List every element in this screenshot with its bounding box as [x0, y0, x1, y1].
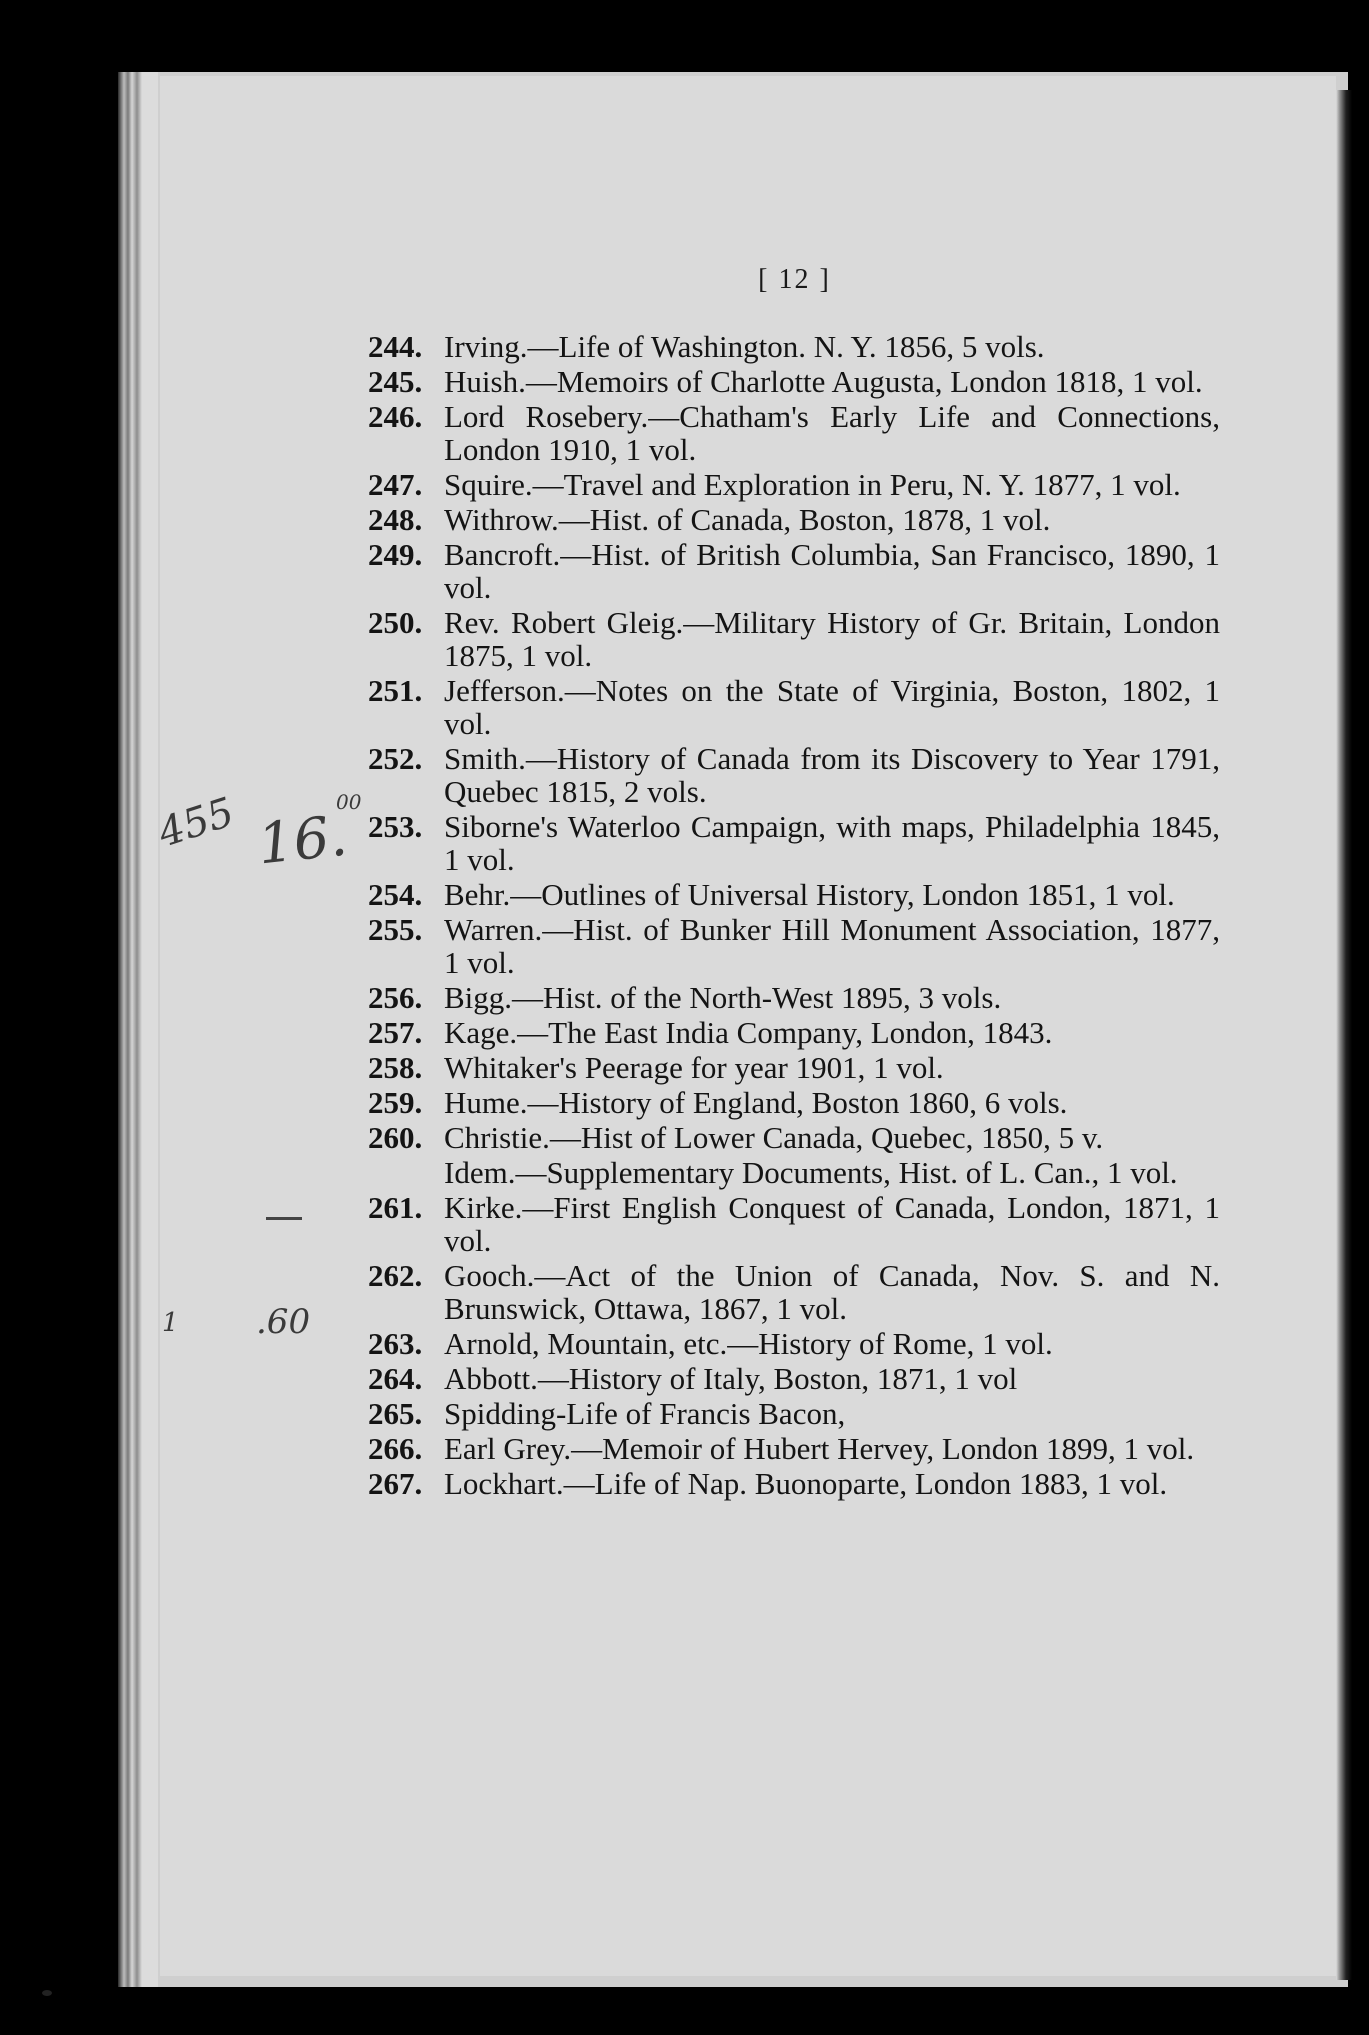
catalogue-entry	[370, 981, 1220, 1014]
entry-number: 262.	[368, 1258, 423, 1293]
catalogue-entry	[370, 810, 1220, 876]
entry-number: 248.	[368, 502, 423, 537]
entry-number: 264.	[368, 1361, 423, 1396]
entry-number: 260.	[368, 1120, 423, 1155]
entry-text: Huish.—Memoirs of Charlotte Augusta, London 1818, 1 vol.	[444, 364, 1203, 399]
entry-text: Bancroft.—Hist. of British Columbia, San Francisco, 1890, 1 vol.	[444, 537, 1220, 605]
entry-number: 249.	[368, 537, 423, 572]
entry-number: 245.	[368, 364, 423, 399]
catalogue-entry	[370, 1467, 1220, 1500]
catalogue-entry	[370, 1016, 1220, 1049]
catalogue-entry	[370, 742, 1220, 808]
entry-number: 258.	[368, 1050, 423, 1085]
catalogue-entry	[370, 1191, 1220, 1257]
catalogue-entry	[370, 330, 1220, 363]
margin-note-price: 00	[336, 790, 362, 814]
entry-text: Kirke.—First English Conquest of Canada, London, 1871, 1 vol.	[444, 1190, 1220, 1258]
entry-number: 267.	[368, 1466, 423, 1501]
margin-note-price: 455	[152, 789, 240, 857]
entry-text: Irving.—Life of Washington. N. Y. 1856, 5 vols.	[444, 329, 1045, 364]
catalogue-entry	[370, 1362, 1220, 1395]
entry-number: 254.	[368, 877, 423, 912]
catalogue-entry	[370, 1327, 1220, 1360]
catalogue-entry	[370, 606, 1220, 672]
entry-text: Jefferson.—Notes on the State of Virginia, Boston, 1802, 1 vol.	[444, 673, 1220, 741]
margin-note-price: 1	[162, 1308, 179, 1338]
catalogue-entry	[370, 1432, 1220, 1465]
entry-number: 253.	[368, 809, 423, 844]
catalogue-entry	[370, 1156, 1220, 1189]
catalogue-entry	[370, 1051, 1220, 1084]
entry-number: 261.	[368, 1190, 423, 1225]
entry-text: Spidding-Life of Francis Bacon,	[444, 1396, 846, 1431]
entry-number: 251.	[368, 673, 423, 708]
entry-text: Abbott.—History of Italy, Boston, 1871, 1 vol	[444, 1361, 1018, 1396]
entry-text: Christie.—Hist of Lower Canada, Quebec, 1850, 5 v.	[444, 1120, 1104, 1155]
entry-number: 265.	[368, 1396, 423, 1431]
page-edge-left	[118, 72, 158, 1987]
entry-text: Hume.—History of England, Boston 1860, 6 vols.	[444, 1085, 1068, 1120]
entry-text: Earl Grey.—Memoir of Hubert Hervey, London 1899, 1 vol.	[444, 1431, 1195, 1466]
entry-text: Idem.—Supplementary Documents, Hist. of L. Can., 1 vol.	[444, 1155, 1178, 1190]
catalogue-entry	[370, 468, 1220, 501]
entry-text: Bigg.—Hist. of the North-West 1895, 3 vols.	[444, 980, 1002, 1015]
entry-text: Warren.—Hist. of Bunker Hill Monument Association, 1877, 1 vol.	[444, 912, 1220, 980]
entry-text: Withrow.—Hist. of Canada, Boston, 1878, 1 vol.	[444, 502, 1051, 537]
entry-number: 255.	[368, 912, 423, 947]
catalogue-entry	[370, 365, 1220, 398]
entry-text: Kage.—The East India Company, London, 1843.	[444, 1015, 1053, 1050]
entry-text: Squire.—Travel and Exploration in Peru, N. Y. 1877, 1 vol.	[444, 467, 1181, 502]
entry-text: Arnold, Mountain, etc.—History of Rome, 1 vol.	[444, 1326, 1053, 1361]
entry-text: Lord Rosebery.—Chatham's Early Life and Connections, London 1910, 1 vol.	[444, 399, 1220, 467]
entry-number: 266.	[368, 1431, 423, 1466]
catalogue-entry	[370, 878, 1220, 911]
catalogue-entry	[370, 503, 1220, 536]
entry-number: 246.	[368, 399, 423, 434]
entry-text: Siborne's Waterloo Campaign, with maps, Philadelphia 1845, 1 vol.	[444, 809, 1220, 877]
entry-number: 250.	[368, 605, 423, 640]
entry-number: 259.	[368, 1085, 423, 1120]
catalogue-entry	[370, 1397, 1220, 1430]
margin-note-price: 16.	[254, 803, 351, 878]
entry-number: 256.	[368, 980, 423, 1015]
catalogue-entry	[370, 400, 1220, 466]
entry-text: Behr.—Outlines of Universal History, London 1851, 1 vol.	[444, 877, 1175, 912]
entry-text: Rev. Robert Gleig.—Military History of Gr. Britain, London 1875, 1 vol.	[444, 605, 1220, 673]
entry-number: 257.	[368, 1015, 423, 1050]
entry-text: Smith.—History of Canada from its Discovery to Year 1791, Quebec 1815, 2 vols.	[444, 741, 1220, 809]
entry-number: 252.	[368, 741, 423, 776]
margin-note-price: .60	[256, 1302, 311, 1342]
entry-number: 244.	[368, 329, 423, 364]
page-edge-right	[1336, 90, 1352, 1980]
catalogue-entry	[370, 1259, 1220, 1325]
entry-number: 263.	[368, 1326, 423, 1361]
catalogue-entry	[370, 1086, 1220, 1119]
entry-text: Lockhart.—Life of Nap. Buonoparte, London 1883, 1 vol.	[444, 1466, 1168, 1501]
scan-dust	[42, 1990, 52, 1996]
entry-text: Whitaker's Peerage for year 1901, 1 vol.	[444, 1050, 944, 1085]
catalogue-entry	[370, 538, 1220, 604]
catalogue-entry	[370, 674, 1220, 740]
catalogue-entry	[370, 913, 1220, 979]
catalogue-entries	[370, 330, 1220, 1502]
entry-text: Gooch.—Act of the Union of Canada, Nov. S. and N. Brunswick, Ottawa, 1867, 1 vol.	[444, 1258, 1220, 1326]
page-number: [ 12 ]	[758, 264, 831, 295]
margin-dash-mark	[266, 1217, 302, 1220]
catalogue-entry	[370, 1121, 1220, 1154]
entry-number: 247.	[368, 467, 423, 502]
